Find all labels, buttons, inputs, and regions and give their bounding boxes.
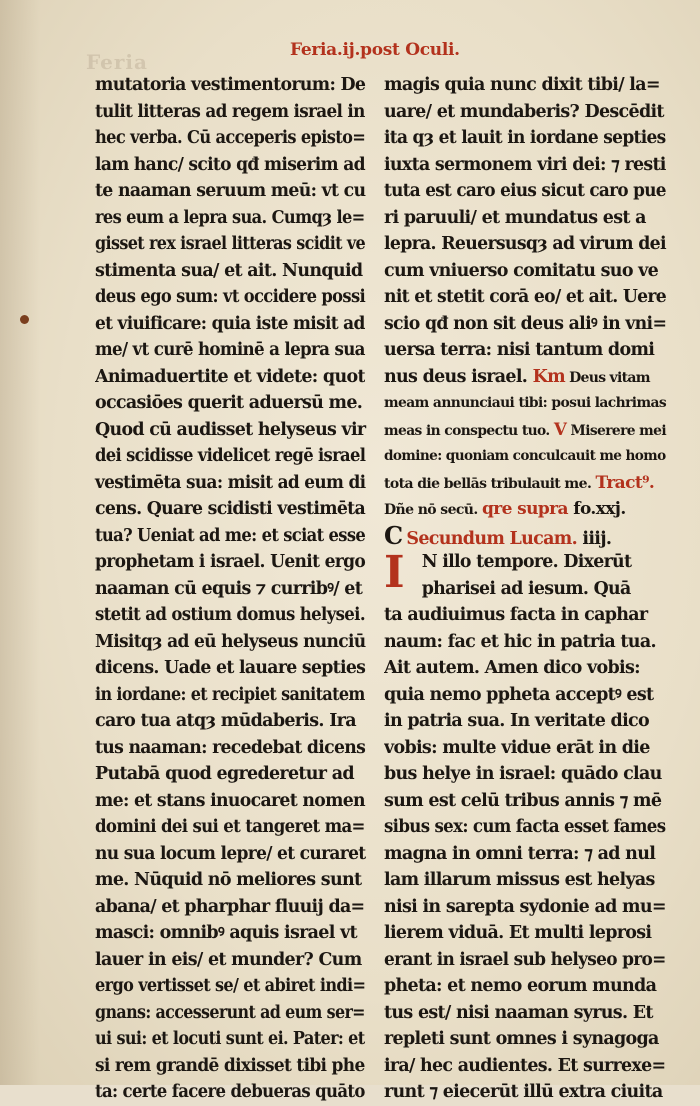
text-line: nu sua locum lepre/ et curaret <box>95 843 366 864</box>
text-line: magna in omni terra: ⁊ ad nul <box>384 843 656 864</box>
text-line: cens. Quare scidisti vestimēta <box>95 499 365 519</box>
text-line: uare/ et mundaberis? Descēdit <box>384 101 664 122</box>
text-line: domini dei sui et tangeret ma= <box>95 817 365 837</box>
running-head: Feria.ij.post Oculi. <box>290 40 460 60</box>
text-line: et viuificare: quia iste misit ad <box>95 313 365 334</box>
text-line: naaman cū equis ⁊ curribꝰ/ et <box>95 578 363 599</box>
text-line: ui sui: et locuti sunt ei. Pater: et <box>95 1029 365 1049</box>
text-line: repleti sunt omnes i synagoga <box>384 1029 659 1049</box>
text-line: runt ⁊ eiecerūt illū extra ciuita <box>384 1082 663 1102</box>
text-line: bus helye in israel: quādo clau <box>384 764 662 784</box>
text-line: Ait autem. Amen dico vobis: <box>384 658 640 678</box>
gutter-shadow <box>0 0 40 1085</box>
left-column <box>95 72 365 1106</box>
text-line: naum: fac et hic in patria tua. <box>384 631 656 652</box>
text-line: hec verba. Cū acceperis episto= <box>95 128 366 148</box>
rubric: Secundum Lucam. <box>406 528 577 549</box>
text-line: dicens. Uade et lauare septies <box>95 658 366 678</box>
text-line: Misitqȝ ad eū helyseus nunciū <box>95 631 366 652</box>
text-line: prophetam i israel. Uenit ergo <box>95 552 366 572</box>
paper-stain <box>20 315 29 324</box>
text-line: lam illarum missus est helyas <box>384 870 655 890</box>
text-line: ri paruuli/ et mundatus est a <box>384 207 646 228</box>
text-line: mutatoria vestimentorum: De <box>95 75 366 95</box>
text-line: lam hanc/ scito qđ miserim ad <box>95 154 365 175</box>
text-line: ita qȝ et lauit in iordane septies <box>384 128 666 148</box>
text-line: stetit ad ostium domus helysei. <box>95 605 365 625</box>
right-column <box>384 72 666 1106</box>
text-line: cum vniuerso comitatu suo ve <box>384 260 659 281</box>
text-line: uersa terra: nisi tantum domi <box>384 340 655 360</box>
text-line: magis quia nunc dixit tibi/ la= <box>384 75 660 95</box>
text-line: pharisei ad iesum. Quā <box>421 578 631 599</box>
rubric: Km <box>532 366 565 387</box>
text-line: Quod cū audisset helyseus vir <box>95 419 366 440</box>
text-line: tota die bellās tribulauit me. Tract⁹. <box>384 472 655 493</box>
text-line: nit et stetit corā eo/ et ait. Uere <box>384 287 667 307</box>
text-line: me/ vt curē hominē a lepra sua <box>95 340 365 360</box>
text-line: occasiōes querit aduersū me. <box>95 393 363 413</box>
initial-letter: I <box>384 549 405 598</box>
text-line: in patria sua. In veritate dico <box>384 711 649 731</box>
text-line: domine: quoniam conculcauit me homo <box>384 448 666 464</box>
text-line: deus ego sum: vt occidere possi <box>95 287 366 307</box>
rubric: qre supra <box>481 499 568 519</box>
text-line: me: et stans inuocaret nomen <box>95 790 365 811</box>
text-line: abana/ et pharphar fluuij da= <box>95 896 365 917</box>
text-line: meam annunciaui tibi: posui lachrimas <box>384 395 667 411</box>
text-line: stimenta sua/ et ait. Nunquid <box>95 260 363 281</box>
text-line: gnans: accesserunt ad eum ser= <box>95 1002 365 1023</box>
text-line: tua? Ueniat ad me: et sciat esse <box>95 525 366 546</box>
text-line: caro tua atqȝ mūdaberis. Ira <box>95 711 356 731</box>
text-line: nus deus israel. Km Deus vitam <box>384 366 650 387</box>
text-line: gisset rex israel litteras scidit ve <box>95 234 366 254</box>
text-line: Putabā quod egrederetur ad <box>95 764 354 784</box>
text-line: tus naaman: recedebat dicens <box>95 737 366 758</box>
text-line: vobis: multe vidue erāt in die <box>384 737 650 758</box>
text-line: tus est/ nisi naaman syrus. Et <box>384 1002 653 1023</box>
text-line: N illo tempore. Dixerūt <box>421 552 632 572</box>
text-line: erant in israel sub helyseo pro= <box>384 949 666 970</box>
text-line: masci: omnibꝰ aquis israel vt <box>95 923 357 943</box>
text-line: sum est celū tribus annis ⁊ mē <box>384 790 662 811</box>
text-line: iuxta sermonem viri dei: ⁊ resti <box>384 154 666 175</box>
text-line: res eum a lepra sua. Cumqȝ le= <box>95 207 365 228</box>
text-line: sibus sex: cum facta esset fames <box>384 817 666 837</box>
text-line: me. Nūquid nō meliores sunt <box>95 870 362 890</box>
text-line: ira/ hec audientes. Et surrexe= <box>384 1055 666 1076</box>
text-line: meas in conspectu tuo. V Miserere mei <box>384 419 667 440</box>
text-line: tuta est caro eius sicut caro pue <box>384 181 666 201</box>
rubric: Tract⁹. <box>595 472 655 493</box>
text-line: quia nemo ppheta acceptꝰ est <box>384 684 654 705</box>
text-line: ta: certe facere debueras quāto <box>95 1082 365 1102</box>
text-line: ergo vertisset se/ et abiret indi= <box>95 976 366 996</box>
text-line: dei scidisse videlicet regē israel <box>95 446 366 466</box>
text-line: in iordane: et recipiet sanitatem <box>95 684 365 705</box>
text-line: lepra. Reuersusqȝ ad virum dei <box>384 234 666 254</box>
text-line: Animaduertite et videte: quot <box>95 366 365 387</box>
text-line: ta audiuimus facta in caphar <box>384 605 648 625</box>
text-line: lauer in eis/ et munder? Cum <box>95 949 362 970</box>
text-line: scio qđ non sit deus aliꝰ in vni= <box>384 313 667 334</box>
gospel-opening <box>384 549 666 602</box>
text-line: si rem grandē dixisset tibi phe <box>95 1055 365 1076</box>
bleed-through-text: Feria <box>86 50 148 74</box>
text-line: te naaman seruum meū: vt cu <box>95 181 366 201</box>
text-line: Dñe nō secū. qre supra fo.xxj. <box>384 499 626 519</box>
rubric: V <box>553 419 567 440</box>
text-line: pheta: et nemo eorum munda <box>384 976 657 996</box>
text-line: nisi in sarepta sydonie ad mu= <box>384 896 666 917</box>
text-line: tulit litteras ad regem israel in <box>95 101 365 122</box>
text-line: lierem viduā. Et multi leprosi <box>384 923 652 943</box>
text-line: vestimēta sua: misit ad eum di <box>95 472 366 493</box>
gospel-heading: C Secundum Lucam. iiij. <box>384 522 612 549</box>
paragraph-mark: C <box>384 522 403 549</box>
